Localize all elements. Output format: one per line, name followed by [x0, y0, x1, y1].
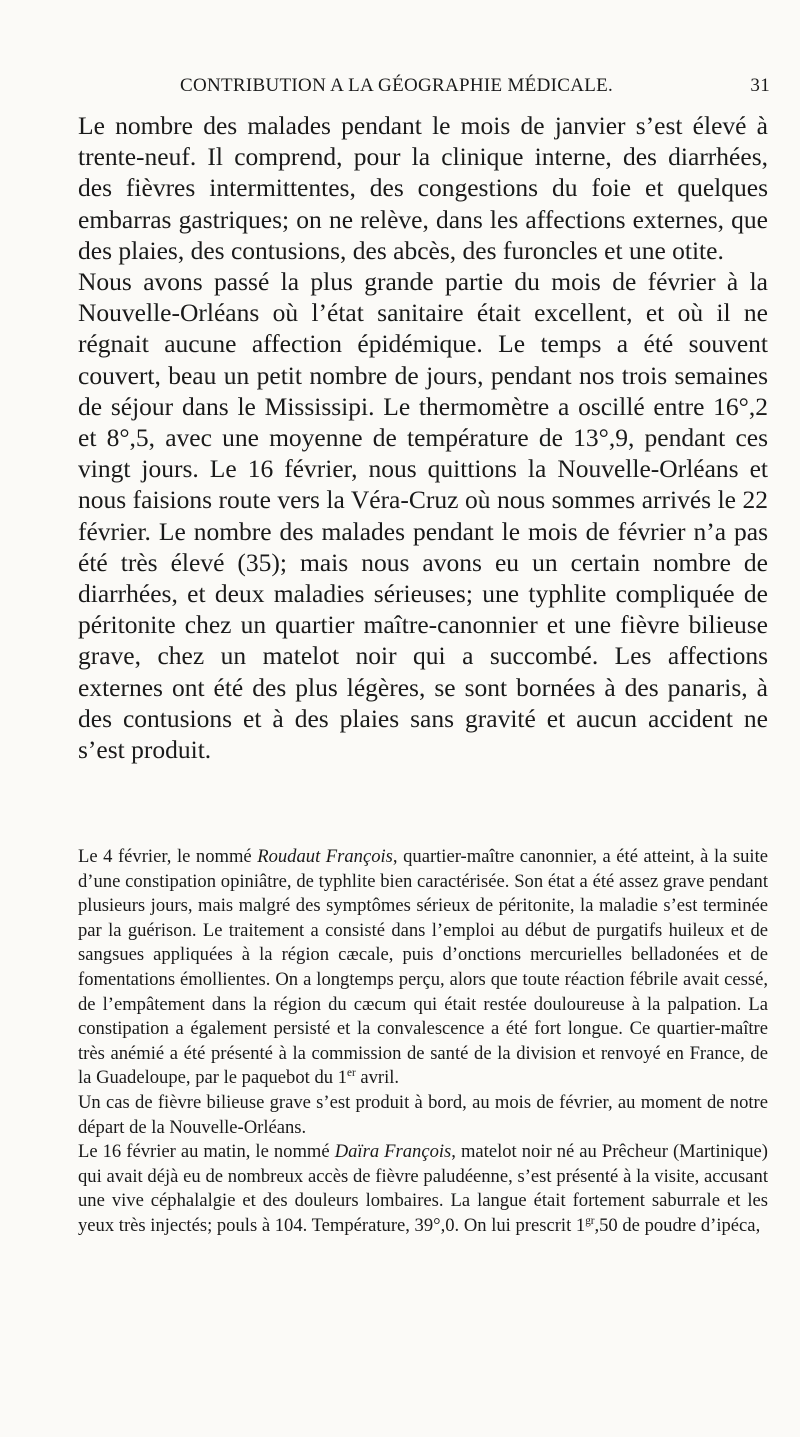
header-title: CONTRIBUTION A LA GÉOGRAPHIE MÉDICALE. — [180, 75, 614, 96]
paragraph-february: Nous avons passé la plus grande partie du mois de février à la Nouvelle-Orléans où l’état sanitaire était excellent, et où il ne régnait aucune affection épidémique. Le temps a été souvent couvert, beau un petit nombre de jours, pendant nos trois semaines de séjour dans le Mississipi. Le thermomètre a oscillé entre 16°,2 et 8°,5, avec une moyenne de température de 13°,9, pendant ces vingt jours. Le 16 février, nous quittions la Nouvelle-Orléans et nous faisions route vers la Véra-Cruz où nous sommes arrivés le 22 février. Le nombre des malades pendant le mois de février n’a pas été très élevé (35); mais nous avons eu un certain nombre de diarrhées, et deux maladies sérieuses; une typhlite compliquée de péritonite chez un quartier maître-canonnier et une fièvre bilieuse grave, chez un matelot noir qui a succombé. Les affections externes ont été des plus légères, se sont bornées à des panaris, à des contusions et à des plaies sans gravité et aucun accident ne s’est produit. — [78, 267, 768, 765]
main-text — [78, 110, 768, 765]
paragraph-january: Le nombre des malades pendant le mois de janvier s’est élevé à trente-neuf. Il comprend, pour la clinique interne, des diarrhées, des fièvres intermittentes, des congestions du foie et quelques embarras gastriques; on ne relève, dans les affections externes, que des plaies, des contusions, des abcès, des furoncles et une otite. — [78, 111, 768, 265]
case-notes — [78, 845, 768, 1239]
note-typhlite: Le 4 février, le nommé Roudaut François, quartier-maître canonnier, a été atteint, à la suite d’une constipation opiniâtre, de typhlite bien caractérisée. Son état a été assez grave pendant plusieurs jours, mais malgré des symptômes sérieux de péritonite, la maladie s’est terminée par la guérison. Le traitement a consisté dans l’emploi au début de purgatifs huileux et de sangsues appliquées à la région cæcale, puis d’onctions mercurielles belladonées et de fomentations émollientes. On a longtemps perçu, alors que toute réaction fébrile avait cessé, de l’empâtement dans la région du cæcum qui était restée douloureuse à la palpation. La constipation a également persisté et la convalescence a été fort longue. Ce quartier-maître très anémié a été présenté à la commission de santé de la division et renvoyé en France, de la Guadeloupe, par le paquebot du 1er avril. — [78, 846, 769, 1089]
patient-name: Daïra François — [334, 1141, 452, 1163]
page-number: 31 — [750, 75, 770, 96]
note-fievre-bilieuse: Un cas de fièvre bilieuse grave s’est produit à bord, au mois de février, au moment de notre départ de la Nouvelle-Orléans. — [78, 1091, 768, 1138]
patient-name: Roudaut François — [257, 846, 393, 867]
note-daira: Le 16 février au matin, le nommé Daïra François, matelot noir né au Prêcheur (Martinique) qui avait déjà eu de nombreux accès de fièvre paludéenne, s’est présenté à la visite, accusant une vive céphalalgie et des douleurs lombaires. La langue était fortement saburrale et les yeux très injectés; pouls à 104. Température, 39°,0. On lui prescrit $1^{gr},50$ de poudre d’ipéca, — [78, 1141, 768, 1236]
